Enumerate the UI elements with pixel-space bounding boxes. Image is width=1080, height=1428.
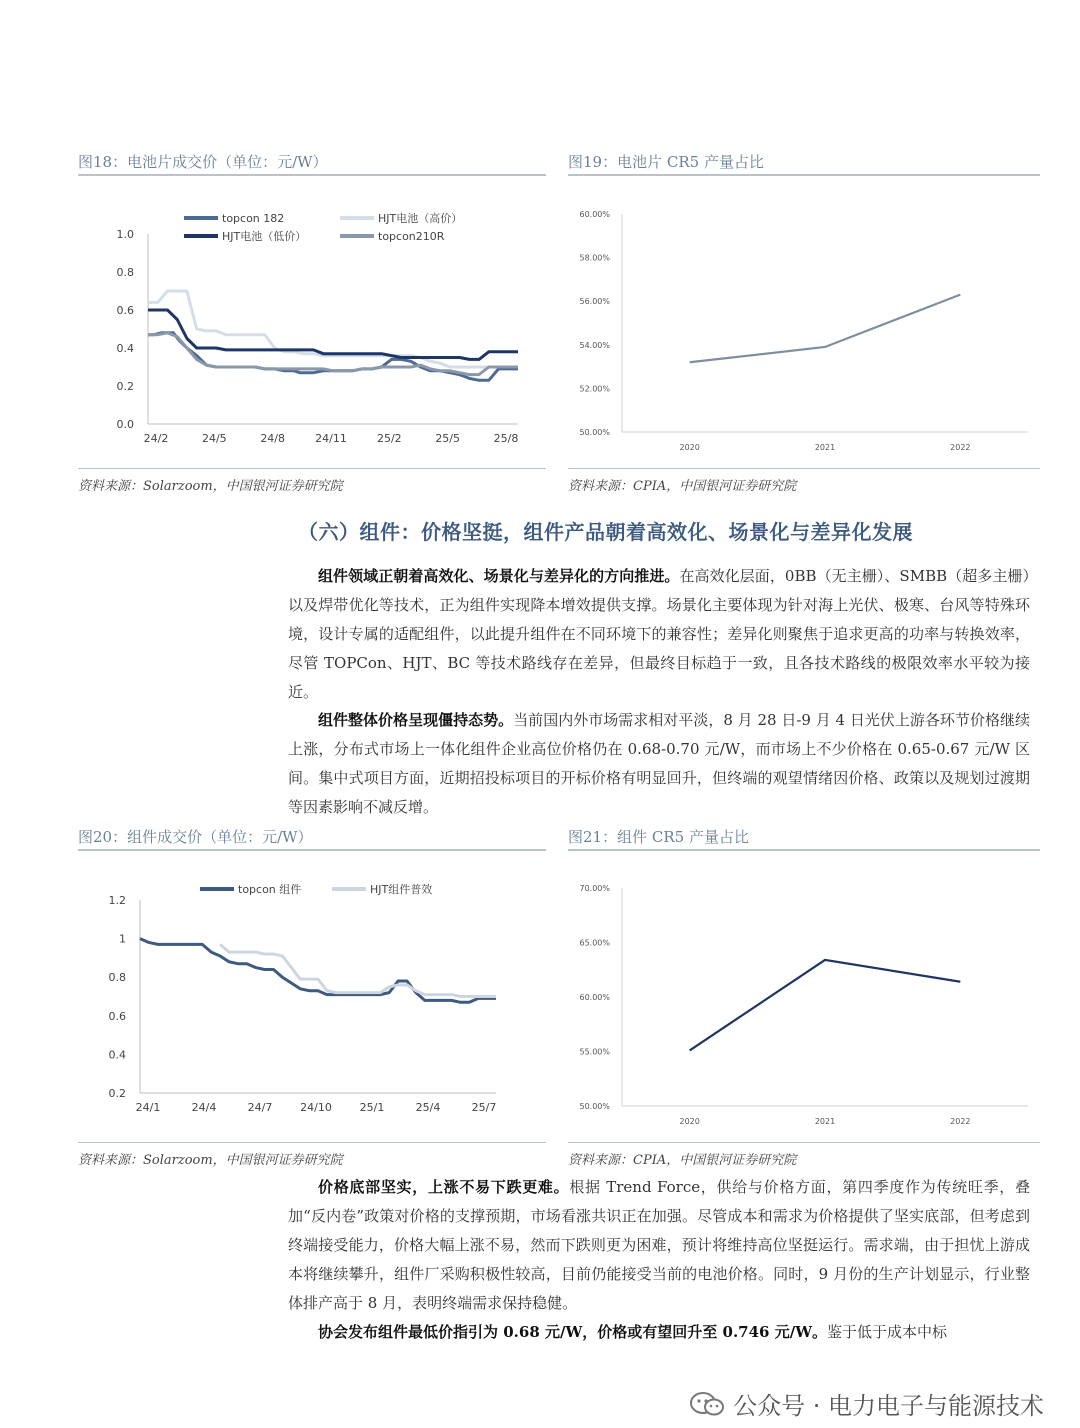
paragraph-4 bbox=[288, 1318, 1030, 1347]
watermark-text: 公众号 · 电力电子与能源技术 bbox=[733, 1392, 1044, 1420]
fig21-bottom-rule bbox=[568, 1142, 1040, 1143]
x-tick-label: 2021 bbox=[814, 1117, 836, 1126]
x-tick-label: 2020 bbox=[679, 1117, 700, 1126]
paragraph-4-body: 鉴于低于成本中标 bbox=[827, 1323, 948, 1341]
fig21-source: 资料来源：CPIA，中国银河证券研究院 bbox=[568, 1153, 797, 1168]
series-line-2 bbox=[148, 310, 518, 359]
x-tick-label: 2022 bbox=[950, 443, 971, 452]
paragraph-1-lead: 组件领域正朝着高效化、场景化与差异化的方向推进。 bbox=[318, 567, 680, 585]
y-tick-label: 0.4 bbox=[116, 342, 134, 355]
y-tick-label: 0.6 bbox=[108, 1009, 126, 1023]
fig21-chart bbox=[568, 855, 1040, 1140]
fig18-source: 资料来源：Solarzoom，中国银河证券研究院 bbox=[78, 479, 343, 494]
paragraph-1-body: 在高效化层面，0BB（无主栅）、SMBB（超多主栅）以及焊带优化等技术，正为组件实现降本增效提供支撑。场景化主要体现为针对海上光伏、极寒、台风等特殊环境，设计专属的适配组件，以此提升组件在不同环境下的兼容性；差异化则聚焦于追求更高的功率与转换效率，尽管 TOPCon、HJT、BC 等技术路线存在差异，但最终目标趋于一致，且各技术路线的极限效率水平较为接近。 bbox=[288, 567, 1030, 701]
legend-label-0: topcon 182 bbox=[222, 212, 285, 225]
y-tick-label: 0.8 bbox=[116, 266, 134, 279]
y-tick-label: 55.00% bbox=[579, 1047, 610, 1057]
paragraph-2-lead: 组件整体价格呈现僵持态势。 bbox=[318, 711, 514, 729]
fig19-chart bbox=[568, 180, 1040, 465]
fig19-top-rule bbox=[568, 174, 1040, 176]
y-tick-label: 0.6 bbox=[116, 304, 134, 317]
x-tick-label: 24/4 bbox=[191, 1101, 217, 1114]
y-tick-label: 0.4 bbox=[108, 1048, 126, 1062]
paragraph-3 bbox=[288, 1173, 1030, 1318]
y-tick-label: 60.00% bbox=[579, 210, 610, 219]
series-line-1 bbox=[220, 944, 496, 996]
y-tick-label: 0.0 bbox=[116, 418, 134, 431]
y-tick-label: 1.2 bbox=[108, 894, 126, 907]
series-line-1 bbox=[148, 291, 518, 367]
wechat-icon bbox=[689, 1391, 725, 1417]
fig20-bottom-rule bbox=[78, 1142, 546, 1143]
section-heading: （六）组件：价格坚挺，组件产品朝着高效化、场景化与差异化发展 bbox=[298, 520, 913, 544]
fig19-source: 资料来源：CPIA，中国银河证券研究院 bbox=[568, 479, 797, 494]
y-tick-label: 54.00% bbox=[579, 340, 610, 350]
fig18-bottom-rule bbox=[78, 468, 546, 469]
y-tick-label: 60.00% bbox=[579, 993, 610, 1002]
x-tick-label: 24/2 bbox=[143, 432, 169, 445]
y-tick-label: 1.0 bbox=[116, 228, 134, 241]
x-tick-label: 2022 bbox=[950, 1117, 971, 1126]
fig20-source: 资料来源：Solarzoom，中国银河证券研究院 bbox=[78, 1153, 343, 1168]
series-line-0 bbox=[690, 295, 961, 363]
x-tick-label: 25/5 bbox=[435, 432, 461, 445]
legend-label-3: topcon210R bbox=[378, 230, 445, 243]
y-tick-label: 65.00% bbox=[579, 938, 610, 948]
fig18-top-rule bbox=[78, 174, 546, 176]
paragraph-3-lead: 价格底部坚实，上涨不易下跌更难。 bbox=[318, 1178, 570, 1196]
fig21-title: 图21：组件 CR5 产量占比 bbox=[568, 828, 749, 846]
series-line-0 bbox=[140, 939, 496, 1003]
fig18-title: 图18：电池片成交价（单位：元/W） bbox=[78, 153, 328, 171]
x-tick-label: 24/1 bbox=[135, 1101, 161, 1114]
fig20-title: 图20：组件成交价（单位：元/W） bbox=[78, 828, 313, 846]
fig18-chart bbox=[78, 180, 546, 465]
x-tick-label: 25/4 bbox=[415, 1101, 441, 1114]
y-tick-label: 50.00% bbox=[579, 428, 610, 437]
y-tick-label: 70.00% bbox=[579, 884, 610, 893]
legend-label-0: topcon 组件 bbox=[238, 883, 302, 896]
y-tick-label: 56.00% bbox=[579, 297, 610, 307]
y-tick-label: 0.2 bbox=[108, 1087, 126, 1100]
y-tick-label: 50.00% bbox=[579, 1102, 610, 1111]
y-tick-label: 0.8 bbox=[108, 971, 126, 985]
fig20-chart bbox=[78, 855, 546, 1140]
fig21-top-rule bbox=[568, 849, 1040, 851]
paragraph-1 bbox=[288, 562, 1030, 707]
watermark bbox=[689, 1386, 1044, 1421]
y-tick-label: 1 bbox=[119, 932, 126, 946]
y-tick-label: 52.00% bbox=[579, 384, 610, 394]
x-tick-label: 25/2 bbox=[376, 432, 402, 445]
x-tick-label: 25/1 bbox=[359, 1101, 385, 1114]
x-tick-label: 25/8 bbox=[493, 432, 519, 445]
x-tick-label: 2021 bbox=[814, 443, 836, 452]
y-tick-label: 0.2 bbox=[116, 380, 134, 393]
paragraph-2 bbox=[288, 706, 1030, 822]
x-tick-label: 24/5 bbox=[201, 432, 227, 445]
x-tick-label: 24/10 bbox=[300, 1101, 332, 1114]
series-line-0 bbox=[690, 960, 961, 1050]
legend-label-1: HJT组件普效 bbox=[370, 883, 433, 896]
x-tick-label: 2020 bbox=[679, 443, 700, 452]
x-tick-label: 24/11 bbox=[315, 432, 347, 445]
fig20-top-rule bbox=[78, 849, 546, 851]
x-tick-label: 25/7 bbox=[471, 1101, 497, 1114]
x-tick-label: 24/8 bbox=[260, 432, 286, 445]
fig19-title: 图19：电池片 CR5 产量占比 bbox=[568, 153, 764, 171]
legend-label-1: HJT电池（高价） bbox=[378, 212, 463, 225]
legend-label-2: HJT电池（低价） bbox=[222, 230, 307, 243]
fig19-bottom-rule bbox=[568, 468, 1040, 469]
paragraph-2-body: 当前国内外市场需求相对平淡，8 月 28 日-9 月 4 日光伏上游各环节价格继续上涨，分布式市场上一体化组件企业高位价格仍在 0.68-0.70 元/W，而市场上不少价格在 0.65-0.67 元/W 区间。集中式项目方面，近期招投标项目的开标价格有明显回升，但终端的观望情绪因价格、政策以及规划过渡期等因素影响不减反增。 bbox=[288, 711, 1030, 816]
x-tick-label: 24/7 bbox=[247, 1101, 273, 1114]
paragraph-3-body: 根据 Trend Force，供给与价格方面，第四季度作为传统旺季，叠加“反内卷”政策对价格的支撑预期，市场看涨共识正在加强。尽管成本和需求为价格提供了坚实底部，但考虑到终端接受能力，价格大幅上涨不易，然而下跌则更为困难，预计将维持高位坚挺运行。需求端，由于担忧上游成本将继续攀升，组件厂采购积极性较高，目前仍能接受当前的电池价格。同时，9 月份的生产计划显示，行业整体排产高于 8 月，表明终端需求保持稳健。 bbox=[288, 1178, 1030, 1312]
y-tick-label: 58.00% bbox=[579, 253, 610, 263]
paragraph-4-lead: 协会发布组件最低价指引为 0.68 元/W，价格或有望回升至 0.746 元/W。 bbox=[318, 1323, 828, 1341]
